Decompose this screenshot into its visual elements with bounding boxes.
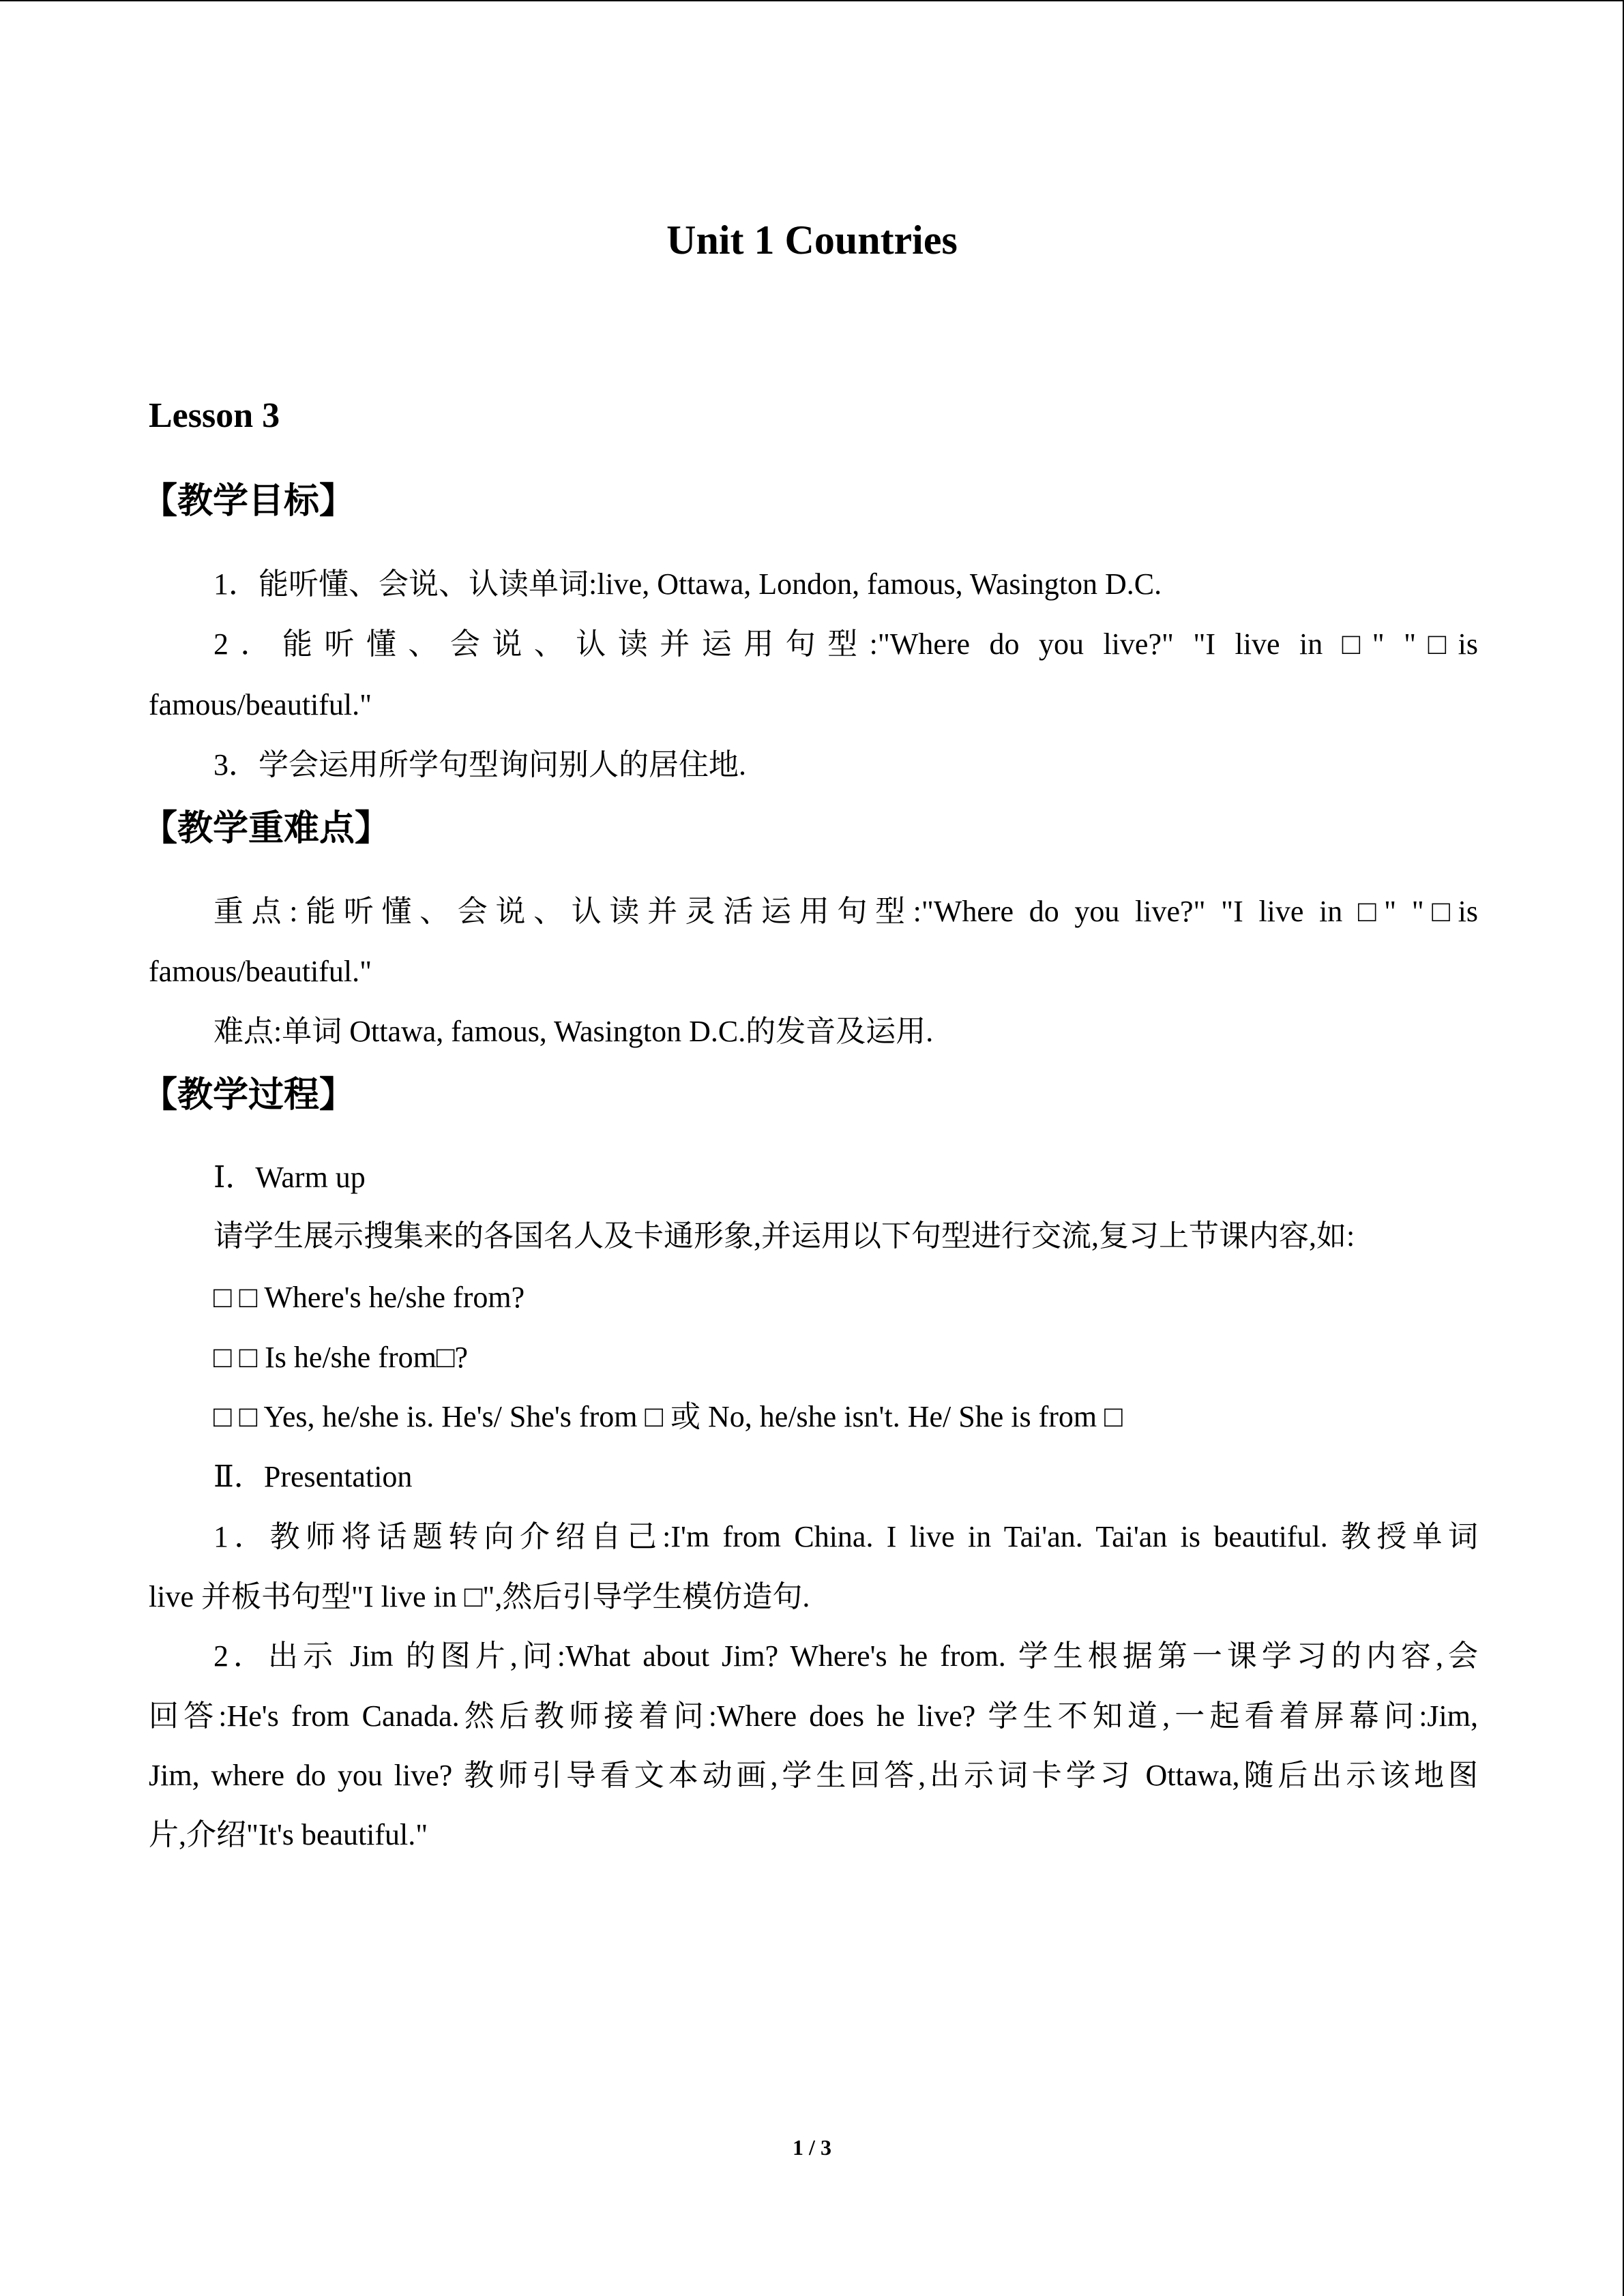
page-title: Unit 1 Countries <box>666 218 958 263</box>
objective-item-1: 1．能听懂、会说、认读单词:live, Ottawa, London, famous, Wasington D.C. <box>213 567 1162 601</box>
presentation-step-1-line-2: live 并板书句型"I live in □",然后引导学生模仿造句. <box>149 1580 810 1613</box>
presentation-step-2-line-2: 回答:He's from Canada.然后教师接着问:Where does he live? 学生不知道,一起看着屏幕问:Jim, <box>149 1699 1478 1733</box>
objective-item-2-line-1: 2．能听懂、会说、认读并运用句型:"Where do you live?" "I live in □" "□is <box>213 627 1478 661</box>
warmup-title: Ⅰ．Warm up <box>213 1161 366 1194</box>
lesson-label: Lesson 3 <box>149 396 280 435</box>
presentation-step-2-line-1: 2．出示 Jim 的图片,问:What about Jim? Where's he from. 学生根据第一课学习的内容,会 <box>213 1639 1478 1673</box>
warmup-question-1: □ □ Where's he/she from? <box>213 1281 525 1314</box>
key-points-heading: 【教学重难点】 <box>142 809 391 848</box>
presentation-step-2-line-4: 片,介绍"It's beautiful." <box>149 1818 428 1851</box>
key-point-line-2: famous/beautiful." <box>149 955 372 988</box>
presentation-title: Ⅱ．Presentation <box>213 1460 413 1493</box>
objective-item-3: 3．学会运用所学句型询问别人的居住地. <box>213 748 746 781</box>
difficult-point: 难点:单词 Ottawa, famous, Wasington D.C.的发音及运用. <box>213 1015 934 1048</box>
page-number: 1 / 3 <box>793 2135 831 2160</box>
warmup-question-2: □ □ Is he/she from□? <box>213 1341 468 1374</box>
presentation-step-2-line-3: Jim, where do you live? 教师引导看文本动画,学生回答,出示词卡学习 Ottawa,随后出示该地图 <box>149 1759 1478 1792</box>
objectives-heading: 【教学目标】 <box>142 482 355 521</box>
warmup-question-3: □ □ Yes, he/she is. He's/ She's from □ 或 No, he/she isn't. He/ She is from □ <box>213 1400 1123 1433</box>
process-heading: 【教学过程】 <box>142 1076 355 1115</box>
warmup-intro: 请学生展示搜集来的各国名人及卡通形象,并运用以下句型进行交流,复习上节课内容,如: <box>213 1219 1355 1253</box>
objective-item-2-line-2: famous/beautiful." <box>149 688 372 721</box>
presentation-step-1-line-1: 1．教师将话题转向介绍自己:I'm from China. I live in Tai'an. Tai'an is beautiful. 教授单词 <box>213 1520 1478 1553</box>
key-point-line-1: 重点:能听懂、会说、认读并灵活运用句型:"Where do you live?" "I live in □" "□is <box>213 895 1478 928</box>
